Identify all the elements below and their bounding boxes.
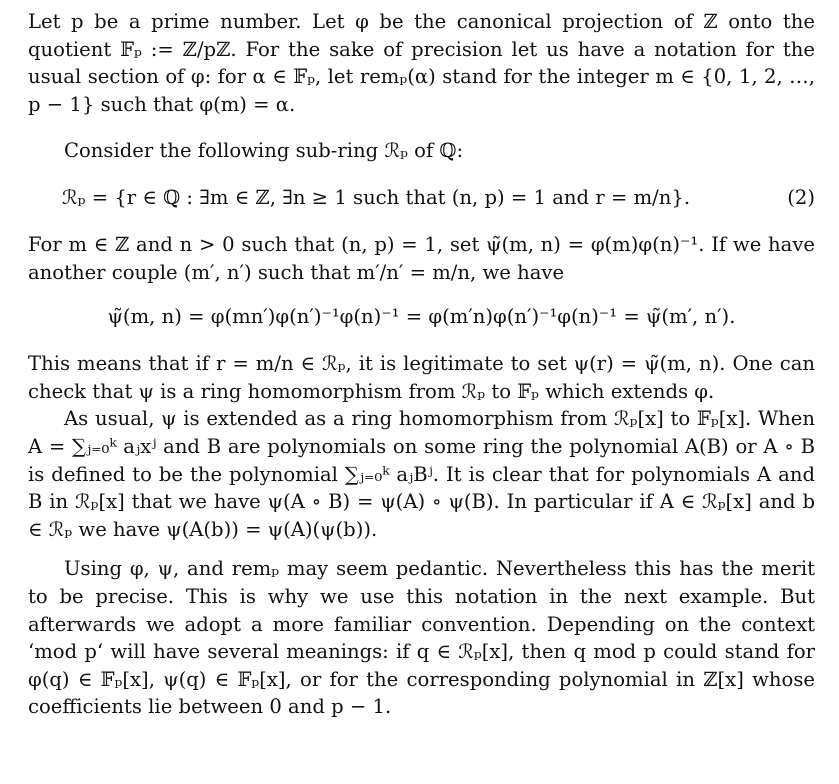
equation-2-body: ℛₚ = {r ∈ ℚ : ∃m ∈ ℤ, ∃n ≥ 1 such that (n, p) = 1 and r = m/n}.: [62, 185, 691, 209]
paragraph-psi-homomorphism: This means that if r = m/n ∈ ℛₚ, it is legitimate to set ψ(r) = ψ̃(m, n). One can check that ψ is a ring homomorphism from ℛₚ to 𝔽ₚ which extends φ.: [28, 352, 815, 403]
equation-2: [28, 181, 815, 215]
paragraph-subring-intro: Consider the following sub-ring ℛₚ of ℚ:: [64, 139, 464, 163]
paragraph-polynomial-extension: As usual, ψ is extended as a ring homomorphism from ℛₚ[x] to 𝔽ₚ[x]. When A = ∑ⱼ₌₀ᵏ aⱼxʲ and B are polynomials on some ring the polynomial A(B) or A ∘ B is defined to be the polynomial ∑ⱼ₌₀ᵏ aⱼBʲ. It is clear that for polynomials A and B in ℛₚ[x] that we have ψ(A ∘ B) = ψ(A) ∘ ψ(B). In particular if A ∈ ℛₚ[x] and b ∈ ℛₚ we have ψ(A(b)) = ψ(A)(ψ(b)).: [28, 407, 815, 541]
equation-psi-tilde-wellDefined: [28, 300, 815, 334]
equation-psi-tilde-body: ψ̃(m, n) = φ(mn′)φ(n′)⁻¹φ(n)⁻¹ = φ(m′n)φ(n′)⁻¹φ(n)⁻¹ = ψ̃(m′, n′).: [107, 305, 736, 329]
paragraph-mod-p-convention: Using φ, ψ, and remₚ may seem pedantic. Nevertheless this has the merit to be precise. This is why we use this notation in the next example. But afterwards we adopt a more familiar convention. Depending on the context ‘mod p‘ will have several meanings: if q ∈ ℛₚ[x], then q mod p could stand for φ(q) ∈ 𝔽ₚ[x], ψ(q) ∈ 𝔽ₚ[x], or for the corresponding polynomial in ℤ[x] whose coefficients lie between 0 and p − 1.: [28, 557, 815, 719]
equation-2-number: (2): [787, 185, 815, 209]
paragraph-prime-definition: Let p be a prime number. Let φ be the canonical projection of ℤ onto the quotient 𝔽ₚ := ℤ/pℤ. For the sake of precision let us have a notation for the usual section of φ: for α ∈ 𝔽ₚ, let remₚ(α) stand for the integer m ∈ {0, 1, 2, …, p − 1} such that φ(m) = α.: [28, 10, 815, 116]
paragraph-psi-tilde-definition: For m ∈ ℤ and n > 0 such that (n, p) = 1, set ψ̃(m, n) = φ(m)φ(n)⁻¹. If we have another couple (m′, n′) such that m′/n′ = m/n, we have: [28, 232, 815, 284]
